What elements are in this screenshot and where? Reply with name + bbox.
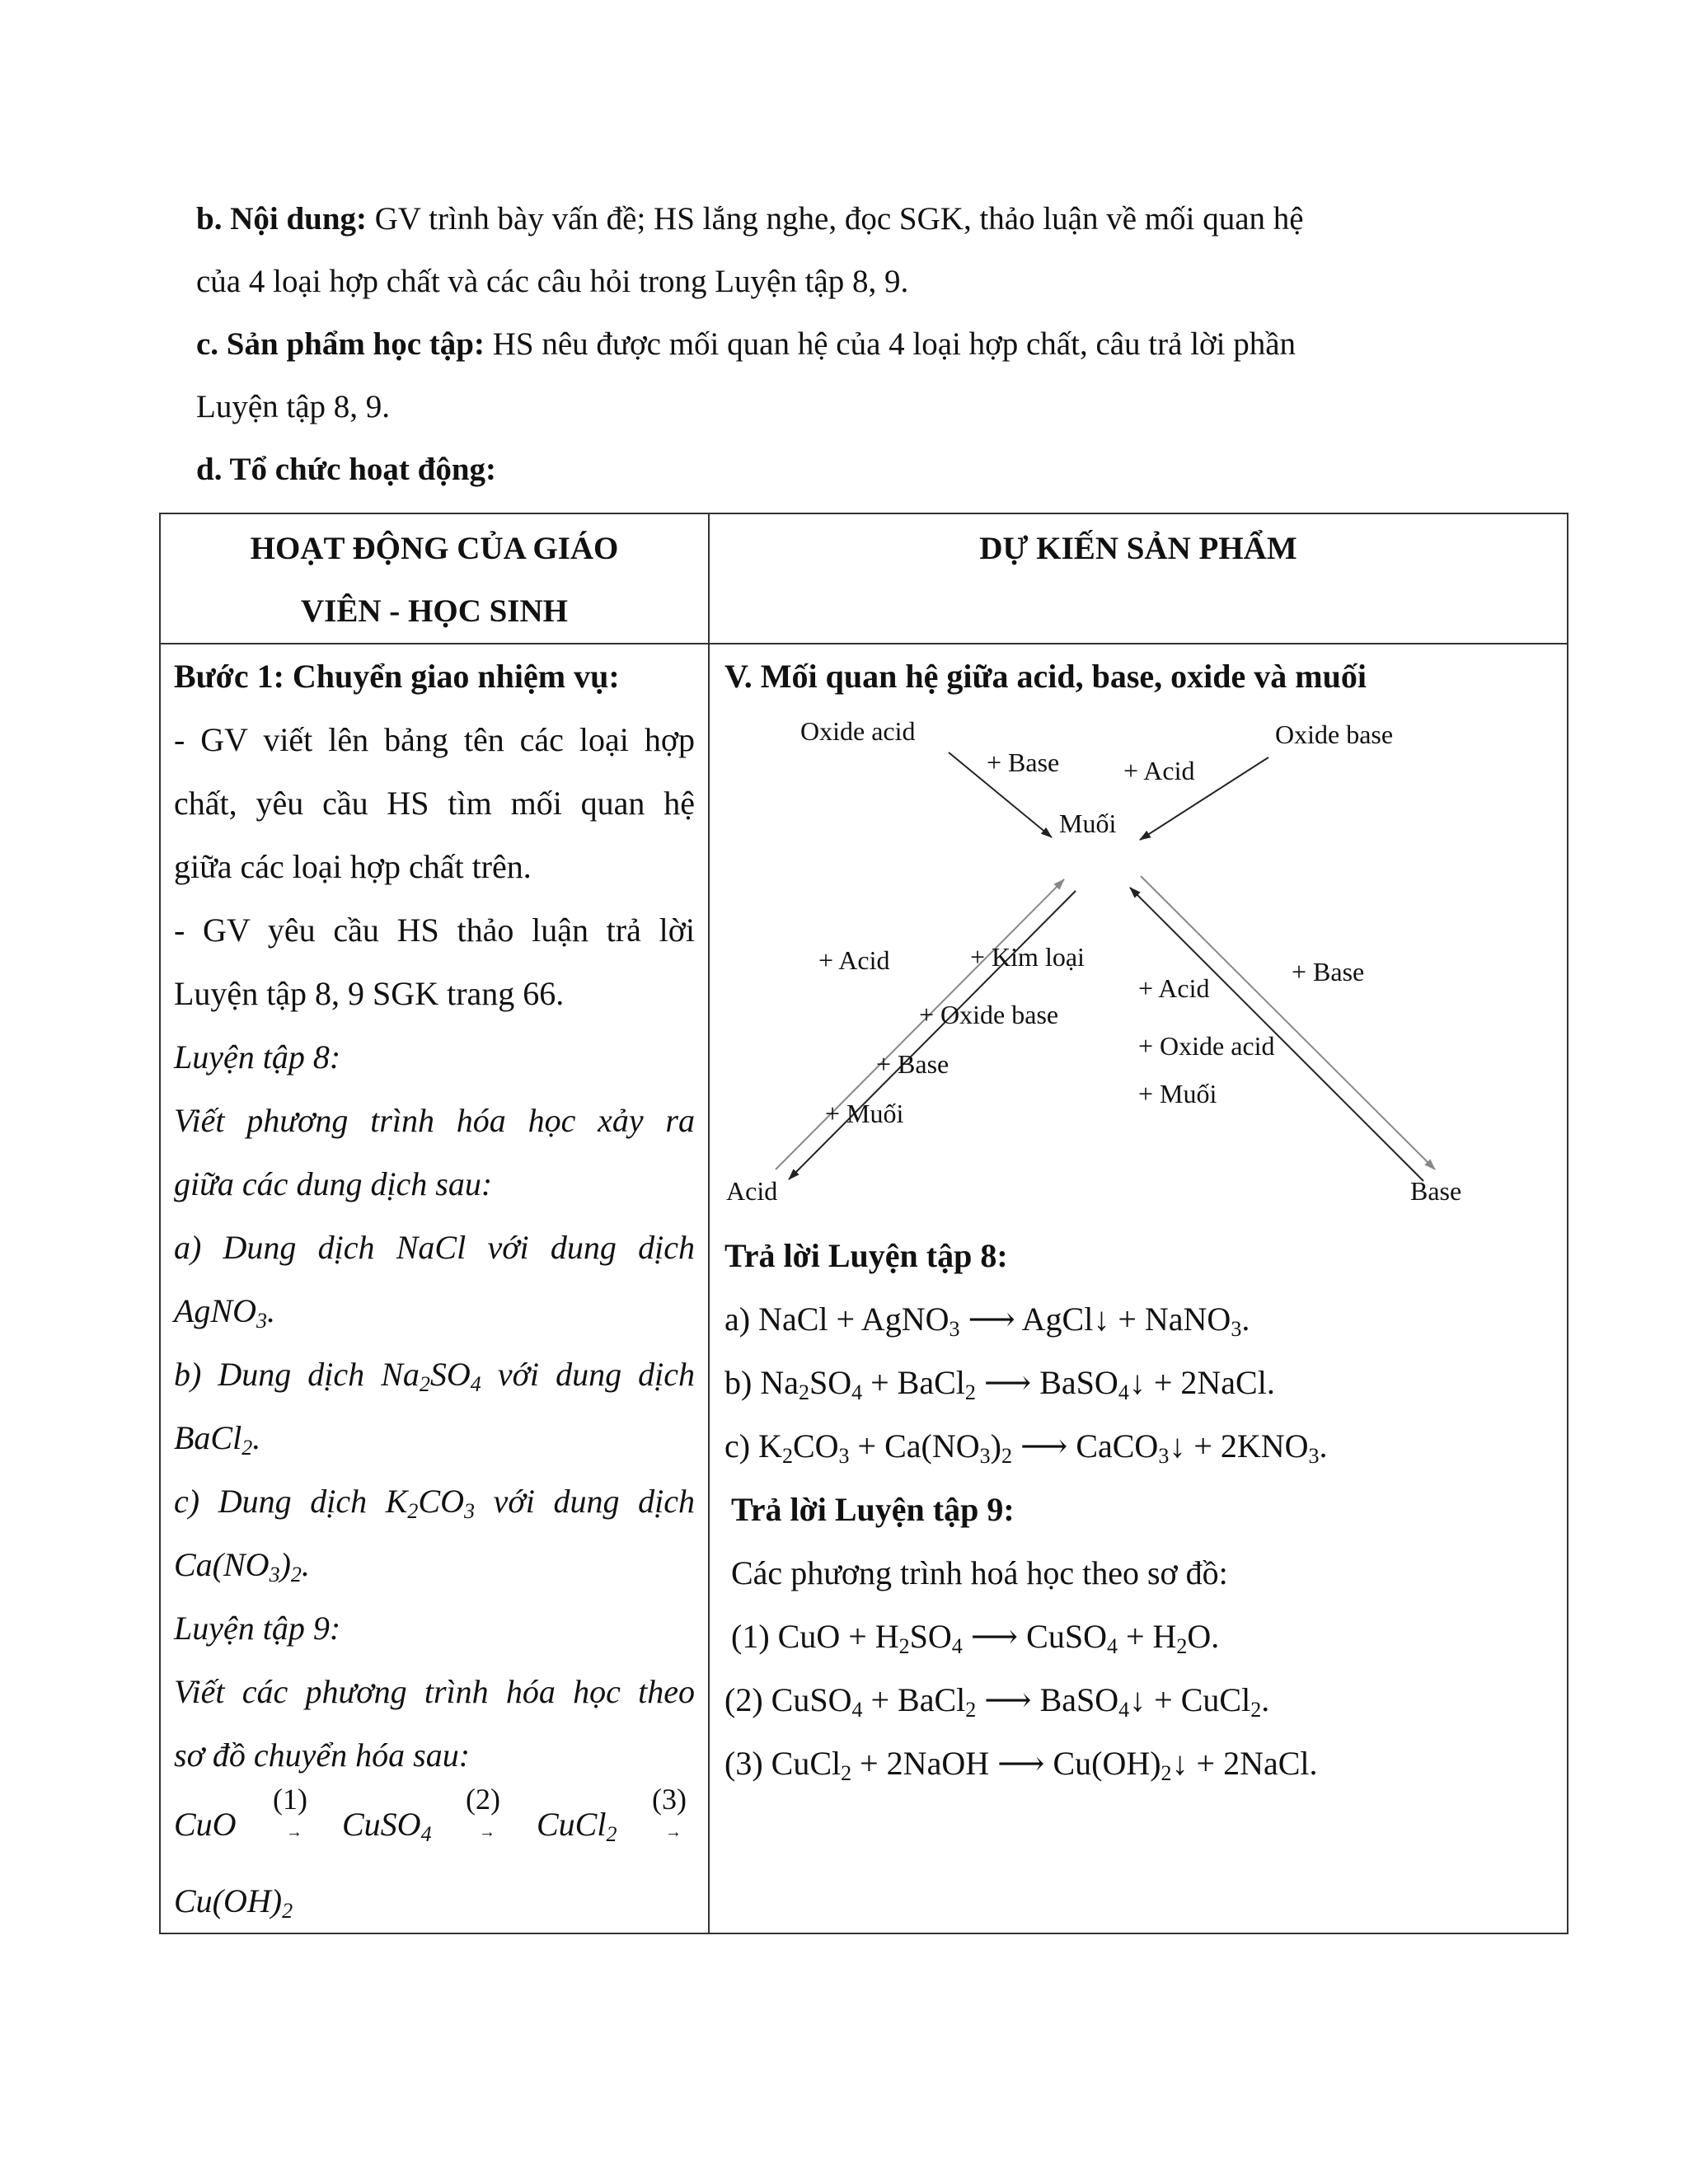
text: c) Dung dịch K: [174, 1483, 408, 1520]
text-san-pham-2: Luyện tập 8, 9.: [196, 389, 391, 424]
text: .: [252, 1419, 261, 1456]
equation-text: SO: [809, 1364, 852, 1401]
equation-subscript: 2: [1176, 1634, 1188, 1658]
equation-subscript: 2: [965, 1698, 977, 1722]
equation-subscript: 4: [1118, 1698, 1130, 1722]
equation-text: + Ca(NO: [849, 1427, 980, 1465]
equation-text: + H: [1117, 1618, 1177, 1655]
equation-text: (3) CuCl: [724, 1745, 842, 1782]
tl9-intro: Các phương trình hoá học theo sơ đồ:: [731, 1554, 1228, 1591]
equation-text: ↓ + 2NaCl.: [1171, 1745, 1318, 1782]
para-c-line2: [196, 386, 1515, 429]
left-line: Viết các phương trình hóa học theo: [174, 1673, 695, 1710]
left-line: - GV viết lên bảng tên các loại hợp: [174, 721, 695, 758]
label-plus-kim-loai: + Kim loại: [970, 942, 1085, 972]
label-to-chuc: d. Tổ chức hoạt động:: [196, 452, 497, 487]
scheme-cuso4: [342, 1805, 432, 1844]
equation-text: (2) CuSO: [724, 1681, 852, 1718]
equation-text: ): [990, 1427, 1001, 1465]
left-line: giữa các dung dịch sau:: [174, 1165, 493, 1202]
left-line: Viết phương trình hóa học xảy ra: [174, 1102, 695, 1139]
equation-text: + BaCl: [862, 1364, 965, 1401]
equation-text: .: [1241, 1301, 1250, 1338]
header-left-line1: HOẠT ĐỘNG CỦA GIÁO: [250, 531, 619, 566]
text: CuCl: [537, 1806, 607, 1843]
table-header-row: [160, 513, 1568, 644]
node-oxide-acid: Oxide acid: [800, 716, 916, 746]
left-line: Luyện tập 8, 9 SGK trang 66.: [174, 975, 565, 1012]
label-san-pham: c. Sản phẩm học tập:: [196, 326, 485, 362]
left-line: giữa các loại hợp chất trên.: [174, 848, 532, 885]
para-b-line2: [196, 260, 1515, 303]
scheme-step1-label: (1): [273, 1783, 307, 1816]
section-title: V. Mối quan hệ giữa acid, base, oxide và muối: [724, 658, 1367, 695]
scheme-step3-arrow: →: [665, 1823, 682, 1841]
scheme-step2-label: (2): [466, 1783, 500, 1816]
text: SO: [429, 1356, 471, 1393]
text: CuSO: [342, 1806, 421, 1843]
arrow-muoi-to-base: [1141, 876, 1435, 1169]
left-line: [161, 1533, 708, 1596]
header-left-title: [161, 514, 708, 643]
equation-subscript: 3: [949, 1317, 960, 1341]
equation-text: ⟶ CaCO: [1011, 1427, 1159, 1465]
equation-text: .: [1261, 1681, 1270, 1718]
text-noi-dung: GV trình bày vấn đề; HS lắng nghe, đọc SGK, thảo luận về mối quan hệ: [367, 201, 1304, 237]
equation-subscript: 2: [1001, 1444, 1012, 1468]
subscript: 4: [420, 1822, 432, 1846]
subscript: 2: [241, 1436, 253, 1460]
para-d: [196, 448, 1515, 491]
text: với dung dịch: [475, 1483, 695, 1520]
equation-subscript: 2: [781, 1444, 793, 1468]
luyen-tap-8-label: Luyện tập 8:: [174, 1038, 341, 1076]
para-b-line1: [196, 198, 1515, 241]
left-content: [161, 644, 708, 1933]
left-line: sơ đồ chuyển hóa sau:: [174, 1736, 471, 1774]
equation-text: ⟶ BaSO: [976, 1681, 1119, 1718]
equation-subscript: 3: [1308, 1444, 1320, 1468]
text: với dung dịch: [481, 1356, 695, 1393]
equation-subscript: 2: [841, 1761, 852, 1785]
equation-text: CO: [792, 1427, 839, 1465]
text: AgNO: [174, 1292, 256, 1329]
right-body-cell: [709, 644, 1568, 1933]
equation-text: .: [1319, 1427, 1328, 1465]
scheme-cuo: CuO: [174, 1806, 237, 1843]
table-body-row: [160, 644, 1568, 1933]
tl9-eq2: [710, 1668, 1567, 1732]
left-body-cell: [160, 644, 709, 1933]
equation-subscript: 2: [898, 1634, 910, 1658]
node-muoi: Muối: [1059, 808, 1117, 838]
equation-text: a) NaCl + AgNO: [724, 1301, 950, 1338]
label-plus-muoi-left: + Muối: [825, 1099, 904, 1128]
equation-subscript: 3: [838, 1444, 850, 1468]
equation-subscript: 3: [979, 1444, 991, 1468]
scheme-cucl2: [537, 1805, 617, 1844]
equation-text: + BaCl: [862, 1681, 966, 1718]
label-plus-oxide-base: + Oxide base: [919, 1000, 1059, 1029]
label-noi-dung: b. Nội dung:: [196, 201, 367, 237]
label-plus-acid-right: + Acid: [1138, 973, 1210, 1003]
equation-text: O.: [1187, 1618, 1220, 1655]
equation-subscript: 3: [1158, 1444, 1170, 1468]
text: .: [267, 1292, 275, 1329]
equation-subscript: 4: [1118, 1380, 1129, 1404]
header-left-line2: VIÊN - HỌC SINH: [301, 593, 568, 629]
text: CO: [418, 1483, 464, 1520]
tl8-eq-c: [710, 1414, 1567, 1478]
equation-text: ⟶ AgCl↓ + NaNO: [959, 1301, 1231, 1338]
text: Cu(OH): [174, 1882, 283, 1919]
equation-text: ↓ + CuCl: [1129, 1681, 1251, 1718]
tl9-eq3: [710, 1732, 1567, 1795]
left-line: chất, yêu cầu HS tìm mối quan hệ: [174, 785, 695, 822]
relationship-diagram: [710, 708, 1567, 1219]
equation-subscript: 4: [851, 1698, 863, 1722]
subscript: 2: [407, 1499, 419, 1523]
scheme-step2-arrow: →: [479, 1823, 495, 1841]
para-c-line1: [196, 323, 1515, 366]
tl9-title: Trả lời Luyện tập 9:: [731, 1491, 1015, 1528]
equation-subscript: 4: [1106, 1634, 1118, 1658]
text: b) Dung dịch Na: [174, 1356, 420, 1393]
subscript: 2: [419, 1372, 430, 1396]
node-oxide-base: Oxide base: [1275, 719, 1394, 749]
subscript: 3: [256, 1309, 267, 1333]
subscript: 3: [269, 1563, 280, 1586]
equation-text: + 2NaOH ⟶ Cu(OH): [851, 1745, 1161, 1782]
label-plus-acid-left: + Acid: [818, 945, 890, 975]
text: BaCl: [174, 1419, 242, 1456]
equation-text: SO: [909, 1618, 952, 1655]
subscript: 4: [470, 1372, 481, 1396]
left-line: [161, 1343, 708, 1406]
text: Ca(NO: [174, 1546, 270, 1583]
scheme-step3-label: (3): [652, 1783, 687, 1816]
equation-text: ⟶ BaSO: [975, 1364, 1118, 1401]
header-right-title: DỰ KIẾN SẢN PHẨM: [979, 531, 1297, 566]
tl8-eq-b: [710, 1351, 1567, 1414]
equation-subscript: 4: [951, 1634, 963, 1658]
subscript: 3: [464, 1499, 475, 1523]
subscript: 2: [606, 1822, 617, 1846]
tl8-eq-a: [710, 1287, 1567, 1351]
left-line: [161, 1469, 708, 1533]
left-line: [161, 1406, 708, 1469]
equation-text: ↓ + 2KNO: [1169, 1427, 1309, 1465]
node-acid: Acid: [726, 1176, 778, 1206]
node-base: Base: [1410, 1176, 1462, 1206]
text-noi-dung-2: của 4 loại hợp chất và các câu hỏi trong Luyện tập 8, 9.: [196, 264, 909, 299]
equation-text: (1) CuO + H: [731, 1618, 899, 1655]
label-plus-base-top: + Base: [987, 748, 1060, 777]
arrow-muoi-to-acid: [789, 891, 1076, 1179]
text: ): [279, 1546, 291, 1583]
label-plus-muoi-right: + Muối: [1138, 1079, 1217, 1108]
left-line: a) Dung dịch NaCl với dung dịch: [174, 1229, 695, 1266]
subscript: 2: [282, 1899, 293, 1923]
activity-table: [159, 513, 1568, 1934]
step1-heading: Bước 1: Chuyển giao nhiệm vụ:: [174, 658, 620, 695]
conversion-scheme: [161, 1783, 708, 1869]
label-plus-base-right: + Base: [1292, 957, 1365, 987]
equation-subscript: 4: [851, 1380, 863, 1404]
equation-text: ↓ + 2NaCl.: [1128, 1364, 1275, 1401]
equation-text: b) Na: [724, 1364, 799, 1401]
equation-subscript: 2: [1160, 1761, 1172, 1785]
equation-subscript: 2: [964, 1380, 976, 1404]
equation-subscript: 2: [1250, 1698, 1262, 1722]
equation-text: c) K: [724, 1427, 782, 1465]
equation-subscript: 2: [798, 1380, 809, 1404]
left-line: [161, 1279, 708, 1343]
label-plus-base-mid: + Base: [876, 1049, 950, 1079]
label-plus-oxide-acid: + Oxide acid: [1138, 1031, 1275, 1061]
tl9-eq1: [710, 1605, 1567, 1668]
equation-text: ⟶ CuSO: [962, 1618, 1107, 1655]
luyen-tap-9-label: Luyện tập 9:: [174, 1610, 341, 1647]
header-right-cell: [709, 513, 1568, 644]
label-plus-acid-top: + Acid: [1123, 756, 1195, 785]
text: .: [301, 1546, 310, 1583]
equation-subscript: 3: [1231, 1317, 1242, 1341]
tl8-title: Trả lời Luyện tập 8:: [724, 1237, 1008, 1274]
subscript: 2: [290, 1563, 302, 1586]
left-line: - GV yêu cầu HS thảo luận trả lời: [174, 912, 695, 949]
text-san-pham: HS nêu được mối quan hệ của 4 loại hợp chất, câu trả lời phần: [484, 326, 1296, 362]
header-left-cell: [160, 513, 709, 644]
scheme-cuoh2: [161, 1869, 708, 1933]
scheme-step1-arrow: →: [286, 1823, 302, 1841]
